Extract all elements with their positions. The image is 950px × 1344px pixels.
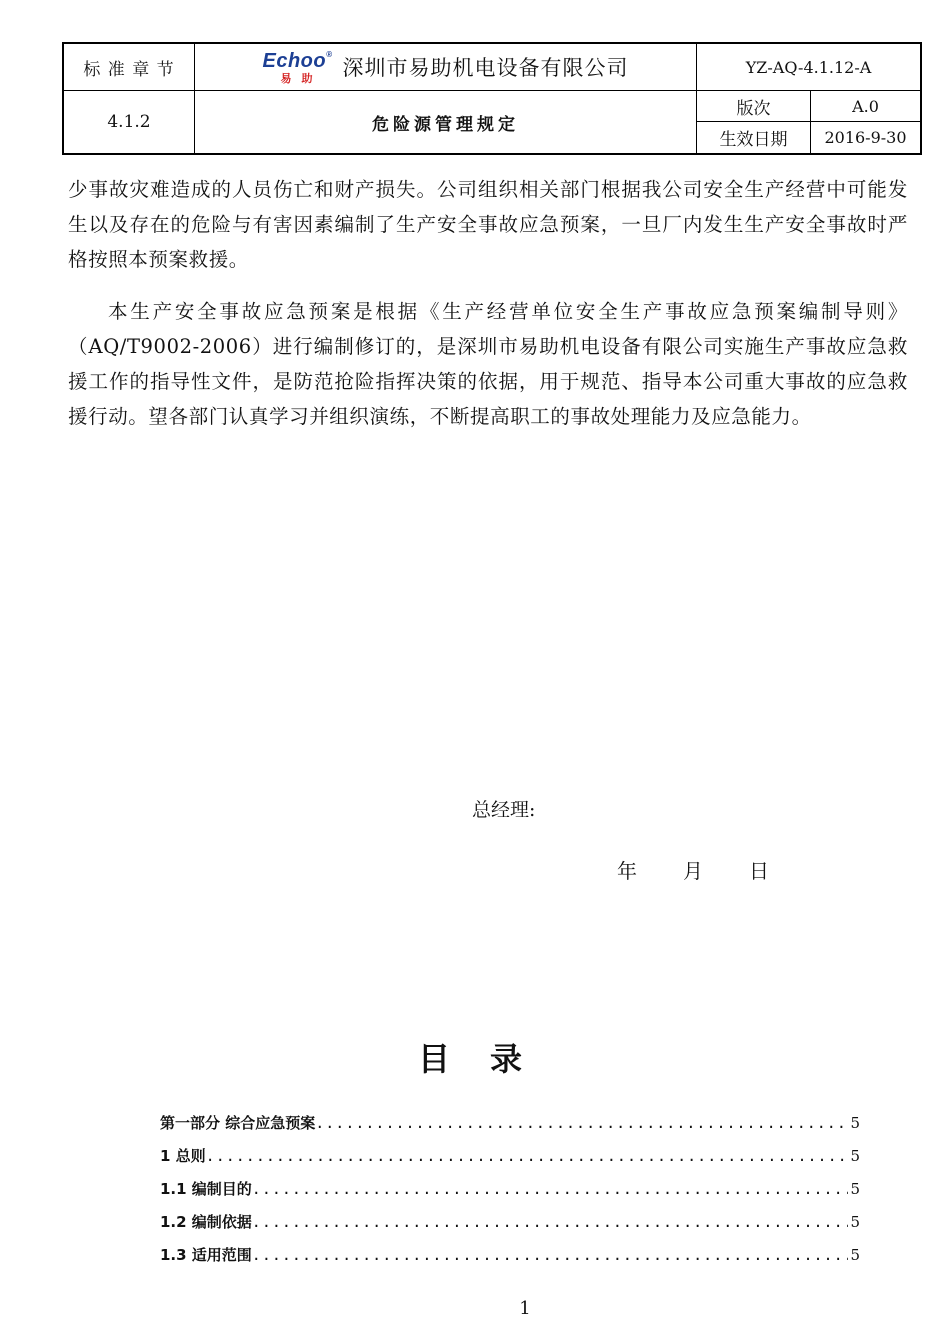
effective-date-value: 2016-9-30	[824, 128, 907, 147]
version-value: A.0	[852, 96, 879, 116]
toc-entry-label: 第一部分 综合应急预案	[160, 1114, 316, 1132]
toc-leader-dots	[252, 1246, 849, 1264]
logo-wordmark: Echoo®	[262, 49, 333, 72]
date-month: 月	[683, 859, 703, 883]
toc-leader-dots	[206, 1147, 849, 1165]
signature-date	[617, 855, 769, 884]
logo-chinese: 易助	[280, 71, 323, 85]
chapter-label: 标 准 章 节	[83, 59, 175, 80]
toc-entry-label: 1.2 编制依据	[160, 1213, 252, 1231]
toc-title: 目录	[417, 1040, 562, 1078]
version-label: 版次	[736, 98, 771, 119]
document-code: YZ-AQ-4.1.12-A	[745, 57, 872, 77]
table-of-contents	[160, 1112, 860, 1277]
toc-entry-label: 1.1 编制目的	[160, 1180, 252, 1198]
toc-leader-dots	[315, 1114, 848, 1132]
toc-entry-page: 5	[850, 1147, 860, 1165]
toc-entry-page: 5	[850, 1213, 860, 1231]
effective-date-label: 生效日期	[719, 130, 788, 150]
chapter-number: 4.1.2	[107, 112, 151, 132]
toc-entry[interactable]	[160, 1145, 860, 1178]
document-header-table	[62, 42, 922, 155]
toc-entry-label: 1.3 适用范围	[160, 1246, 252, 1264]
toc-entry-label: 1 总则	[160, 1147, 206, 1165]
toc-entry-page: 5	[850, 1180, 860, 1198]
toc-leader-dots	[252, 1213, 849, 1231]
echoo-logo	[262, 51, 332, 84]
toc-entry[interactable]	[160, 1178, 860, 1211]
company-cell	[195, 44, 696, 90]
toc-entry[interactable]	[160, 1244, 860, 1277]
toc-entry-page: 5	[850, 1114, 860, 1132]
date-year: 年	[617, 859, 637, 883]
company-name: 深圳市易助机电设备有限公司	[342, 56, 629, 80]
toc-entry[interactable]	[160, 1112, 860, 1145]
toc-entry[interactable]	[160, 1211, 860, 1244]
toc-leader-dots	[252, 1180, 849, 1198]
body-paragraph-1: 少事故灾难造成的人员伤亡和财产损失。公司组织相关部门根据我公司安全生产经营中可能发生以及存在的危险与有害因素编制了生产安全事故应急预案，一旦厂内发生生产安全事故时严格按照本预案救援。	[68, 178, 908, 271]
page-number: 1	[519, 1298, 531, 1319]
toc-entry-page: 5	[850, 1246, 860, 1264]
date-day: 日	[749, 859, 769, 883]
document-title: 危险源管理规定	[372, 114, 519, 135]
body-paragraph-2: 本生产安全事故应急预案是根据《生产经营单位安全生产事故应急预案编制导则》（AQ/T9002-2006）进行编制修订的，是深圳市易助机电设备有限公司实施生产事故应急救援工作的指导性文件，是防范抢险指挥决策的依据，用于规范、指导本公司重大事故的应急救援行动。望各部门认真学习并组织演练，不断提高职工的事故处理能力及应急能力。	[68, 300, 908, 428]
general-manager-signature: 总经理:	[472, 799, 536, 821]
